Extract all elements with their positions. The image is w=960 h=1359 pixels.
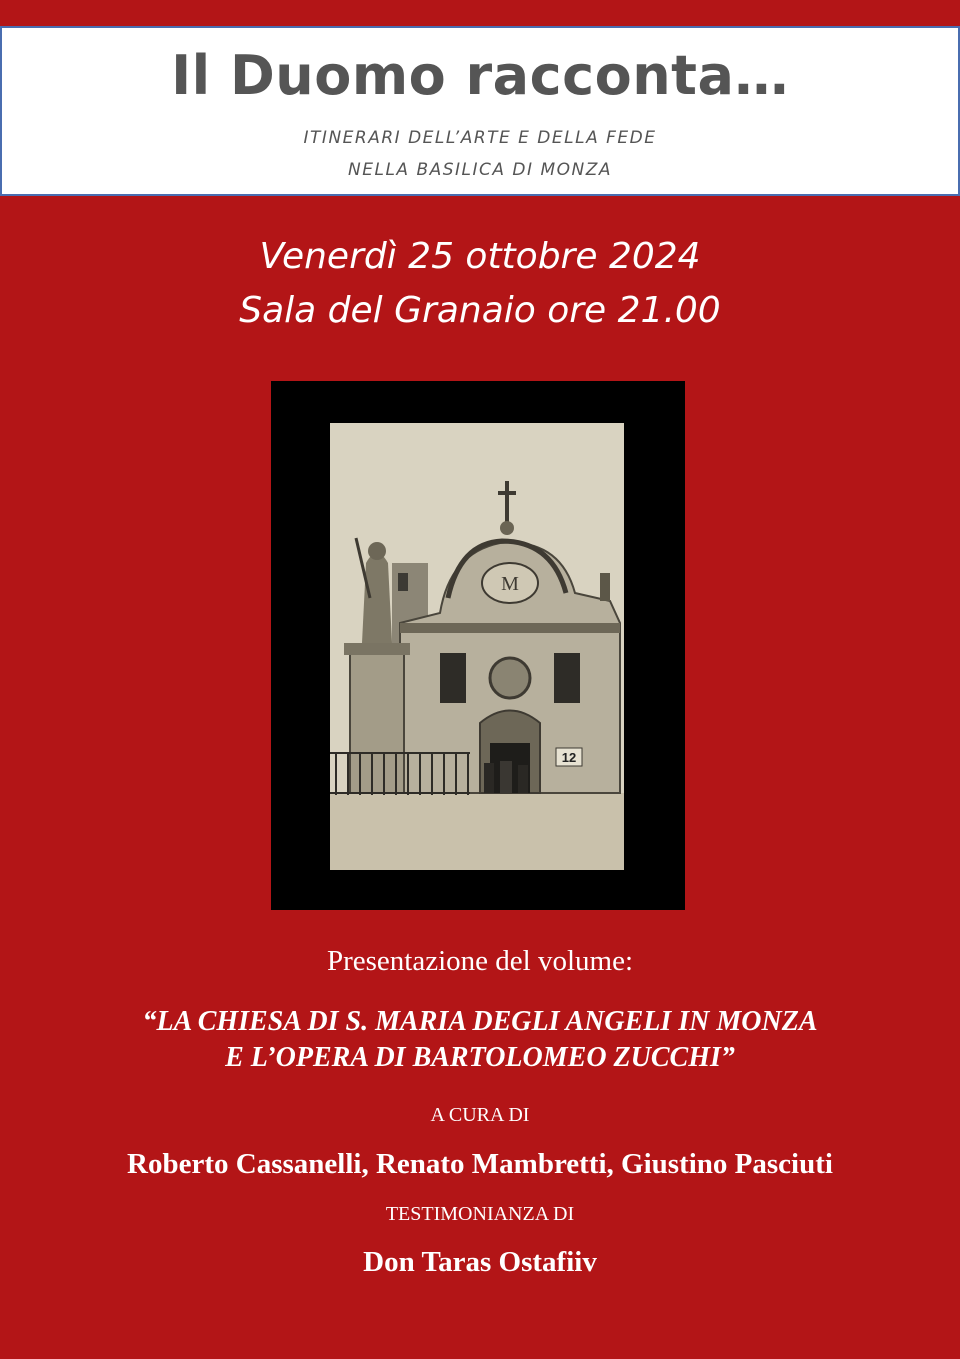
subtitle-line-2: NELLA BASILICA DI MONZA bbox=[348, 160, 612, 180]
photo-frame bbox=[271, 381, 685, 910]
testimony-label: TESTIMONIANZA DI bbox=[385, 1203, 575, 1225]
event-venue-time: Sala del Granaio ore 21.00 bbox=[239, 290, 721, 331]
house-number: 12 bbox=[561, 750, 577, 765]
poster-title: Il Duomo racconta… bbox=[171, 44, 789, 107]
church-illustration bbox=[330, 423, 624, 870]
svg-text:M: M bbox=[501, 573, 519, 595]
presentation-intro: Presentazione del volume: bbox=[326, 945, 633, 977]
book-title-line-1: “LA CHIESA DI S. MARIA DEGLI ANGELI IN MONZA bbox=[142, 1006, 818, 1037]
event-date: Venerdì 25 ottobre 2024 bbox=[259, 236, 701, 277]
book-title-line-2: E L’OPERA DI BARTOLOMEO ZUCCHI” bbox=[225, 1042, 735, 1073]
edited-by-label: A CURA DI bbox=[430, 1104, 530, 1126]
editors-names: Roberto Cassanelli, Renato Mambretti, Giustino Pasciuti bbox=[127, 1148, 833, 1180]
church-photo bbox=[330, 423, 624, 870]
testimony-speaker: Don Taras Ostafiiv bbox=[363, 1246, 597, 1278]
subtitle-line-1: ITINERARI DELL’ARTE E DELLA FEDE bbox=[303, 128, 657, 148]
